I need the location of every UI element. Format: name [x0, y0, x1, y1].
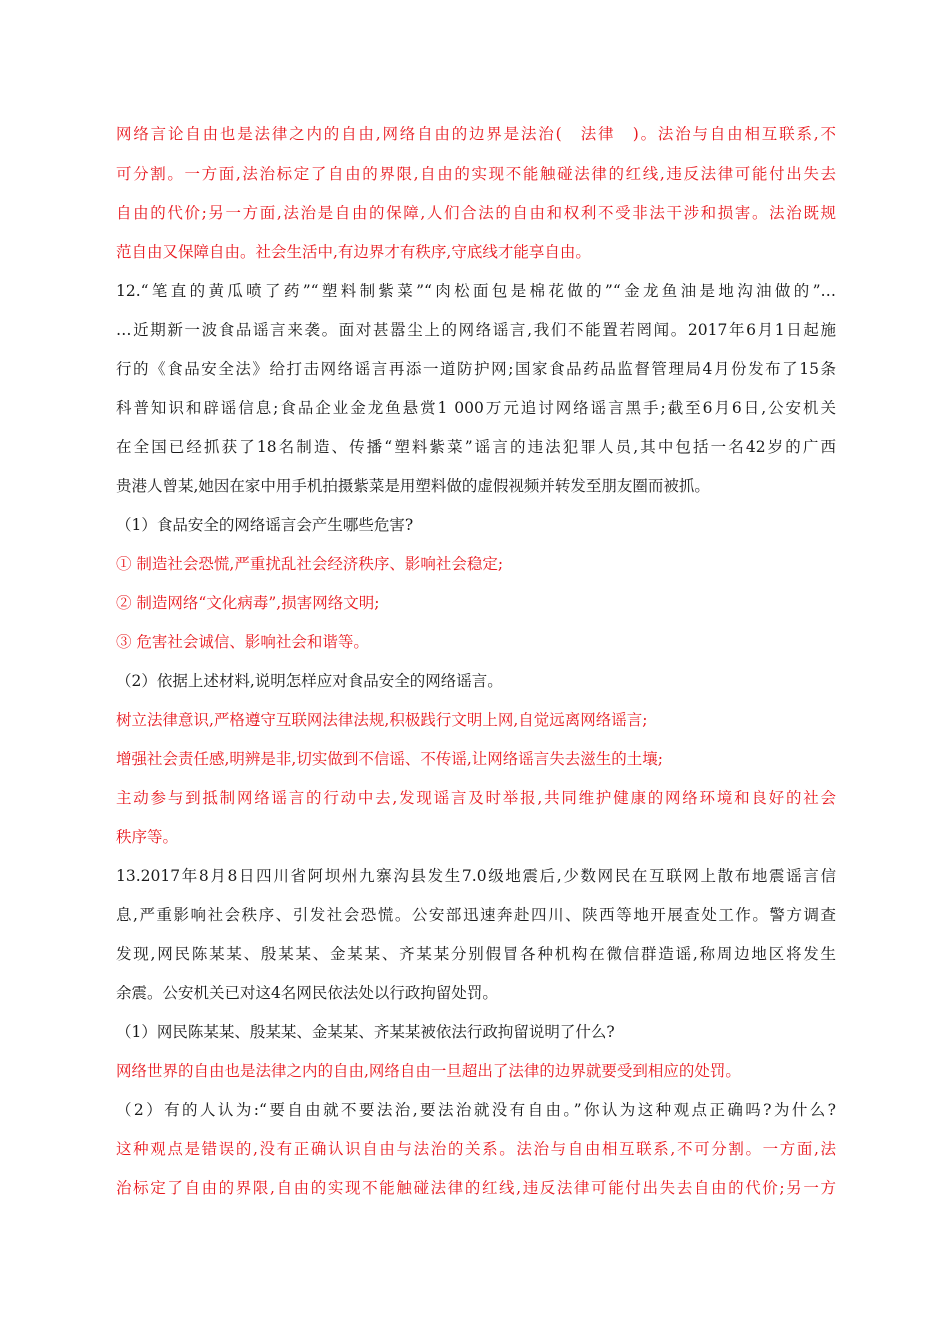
answer-text-line: 增强社会责任感,明辨是非,切实做到不信谣、不传谣,让网络谣言失去滋生的土壤; — [116, 750, 664, 768]
answer-text-line: 主动参与到抵制网络谣言的行动中去,发现谣言及时举报,共同维护健康的网络环境和良好的社会 — [116, 789, 836, 807]
question-text-line: 12.“笔直的黄瓜喷了药”“塑料制紫菜”“肉松面包是棉花做的”“金龙鱼油是地沟油做的”… — [116, 282, 836, 300]
question-text-line: （1）网民陈某某、殷某某、金某某、齐某某被依法行政拘留说明了什么? — [116, 1023, 615, 1041]
answer-text-line: 秩序等。 — [116, 828, 179, 846]
answer-text-line: ① 制造社会恐慌,严重扰乱社会经济秩序、影响社会稳定; — [116, 555, 504, 573]
answer-text-line: 可分割。一方面,法治标定了自由的界限,自由的实现不能触碰法律的红线,违反法律可能付出失去 — [116, 165, 836, 183]
answer-text-line: ③ 危害社会诚信、影响社会和谐等。 — [116, 633, 369, 651]
answer-text-line: 这种观点是错误的,没有正确认识自由与法治的关系。法治与自由相互联系,不可分割。一方面,法 — [116, 1140, 836, 1158]
answer-text-line: 范自由又保障自由。社会生活中,有边界才有秩序,守底线才能享自由。 — [116, 243, 591, 261]
question-text-line: 发现,网民陈某某、殷某某、金某某、齐某某分别假冒各种机构在微信群造谣,称周边地区将发生 — [116, 945, 836, 963]
answer-text-line: 网络世界的自由也是法律之内的自由,网络自由一旦超出了法律的边界就要受到相应的处罚。 — [116, 1062, 741, 1080]
question-text-line: 13.2017年8月8日四川省阿坝州九寨沟县发生7.0级地震后,少数网民在互联网上散布地震谣言信 — [116, 867, 836, 885]
answer-text-line: 网络言论自由也是法律之内的自由,网络自由的边界是法治( 法律 )。法治与自由相互联系,不 — [116, 125, 836, 143]
answer-text-line: 治标定了自由的界限,自由的实现不能触碰法律的红线,违反法律可能付出失去自由的代价;另一方 — [116, 1179, 836, 1197]
question-text-line: 在全国已经抓获了18名制造、传播“塑料紫菜”谣言的违法犯罪人员,其中包括一名42岁的广西 — [116, 438, 836, 456]
answer-text-line: 自由的代价;另一方面,法治是自由的保障,人们合法的自由和权利不受非法干涉和损害。法治既规 — [116, 204, 836, 222]
question-text-line: …近期新一波食品谣言来袭。面对甚嚣尘上的网络谣言,我们不能置若罔闻。2017年6月1日起施 — [116, 321, 836, 339]
question-text-line: （1）食品安全的网络谣言会产生哪些危害? — [116, 516, 414, 534]
question-text-line: 行的《食品安全法》给打击网络谣言再添一道防护网;国家食品药品监督管理局4月份发布了15条 — [116, 360, 836, 378]
answer-text-line: ② 制造网络“文化病毒”,损害网络文明; — [116, 594, 380, 612]
question-text-line: 科普知识和辟谣信息;食品企业金龙鱼悬赏1 000万元追讨网络谣言黑手;截至6月6日,公安机关 — [116, 399, 836, 417]
question-text-line: 贵港人曾某,她因在家中用手机拍摄紫菜是用塑料做的虚假视频并转发至朋友圈而被抓。 — [116, 477, 710, 495]
question-text-line: （2）依据上述材料,说明怎样应对食品安全的网络谣言。 — [116, 672, 503, 690]
question-text-line: 息,严重影响社会秩序、引发社会恐慌。公安部迅速奔赴四川、陕西等地开展查处工作。警方调查 — [116, 906, 836, 924]
question-text-line: （2）有的人认为:“要自由就不要法治,要法治就没有自由。”你认为这种观点正确吗?为什么? — [116, 1101, 836, 1119]
answer-text-line: 树立法律意识,严格遵守互联网法律法规,积极践行文明上网,自觉远离网络谣言; — [116, 711, 648, 729]
question-text-line: 余震。公安机关已对这4名网民依法处以行政拘留处罚。 — [116, 984, 498, 1002]
